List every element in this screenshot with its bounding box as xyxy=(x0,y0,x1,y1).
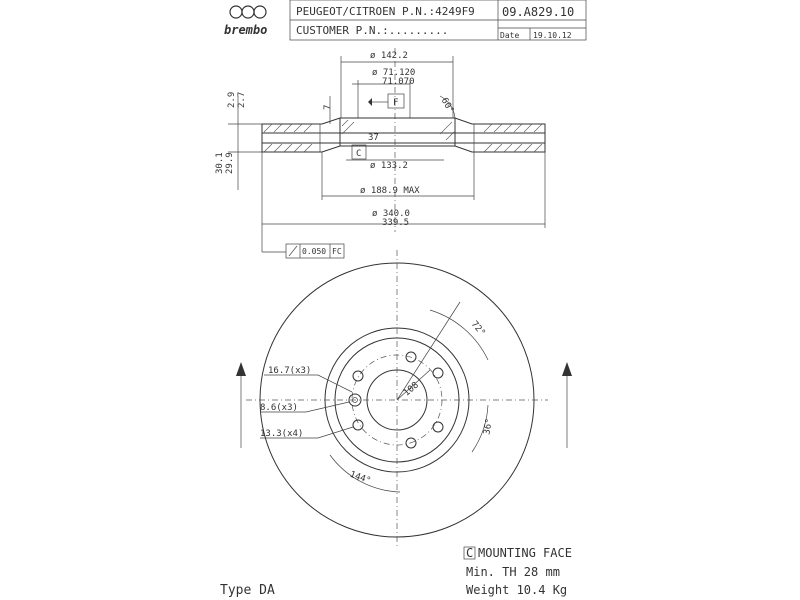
angle-72: 72° xyxy=(468,319,487,339)
mounting-face-letter: C xyxy=(466,546,474,560)
dim-2-7: 2.7 xyxy=(237,91,247,108)
notes-block xyxy=(220,546,572,598)
brand-name: brembo xyxy=(224,23,268,37)
dim-bore-lower: 71.070 xyxy=(382,77,415,87)
dim-hub-diameter: ø 142.2 xyxy=(370,51,408,61)
date-label: Date xyxy=(500,31,520,40)
dim-bore-upper: ø 71.120 xyxy=(372,68,416,78)
dim-2-9: 2.9 xyxy=(227,91,237,108)
bolt-hole xyxy=(353,420,363,430)
bolt-hole xyxy=(433,368,443,378)
type-label: Type DA xyxy=(220,583,275,598)
holes-label-c: 13.3(x4) xyxy=(260,429,304,439)
dim-inner-max: ø 188.9 MAX xyxy=(360,186,420,196)
section-hatching xyxy=(264,120,542,152)
angle-144: 144° xyxy=(348,469,373,487)
title-block xyxy=(224,0,586,40)
datum-c: C xyxy=(356,149,362,159)
dim-30-1: 30.1 xyxy=(215,152,225,174)
datum-f: F xyxy=(393,98,399,108)
dim-hat-diameter: ø 133.2 xyxy=(370,161,408,171)
dim-29-9: 29.9 xyxy=(225,152,235,174)
pcd-label: 108 xyxy=(401,380,421,399)
front-view xyxy=(236,250,572,548)
bolt-hole xyxy=(433,422,443,432)
tolerance-value: 0.050 xyxy=(302,247,327,256)
customer-part-number: CUSTOMER P.N.:......... xyxy=(296,24,449,37)
angle-36: 36° xyxy=(482,417,495,436)
holes-label-b: 8.6(x3) xyxy=(260,403,298,413)
section-view xyxy=(215,48,545,258)
dim-outer-upper: ø 340.0 xyxy=(372,209,410,219)
date-value: 19.10.12 xyxy=(533,31,572,40)
mounting-face-label: MOUNTING FACE xyxy=(478,546,572,560)
dim-thirtyseven: 37 xyxy=(368,133,379,143)
dim-outer-lower: 339.5 xyxy=(382,218,410,228)
min-thickness: Min. TH 28 mm xyxy=(466,565,560,579)
dim-seven: 7 xyxy=(323,104,333,110)
part-number: 09.A829.10 xyxy=(502,5,575,19)
bolt-hole xyxy=(353,371,363,381)
oem-part-number: PEUGEOT/CITROEN P.N.:4249F9 xyxy=(296,5,475,18)
tolerance-ref: FC xyxy=(332,247,342,256)
angle-60: 60° xyxy=(438,96,456,116)
weight: Weight 10.4 Kg xyxy=(466,583,568,597)
holes-label-a: 16.7(x3) xyxy=(268,366,312,376)
brembo-logo xyxy=(224,6,267,37)
